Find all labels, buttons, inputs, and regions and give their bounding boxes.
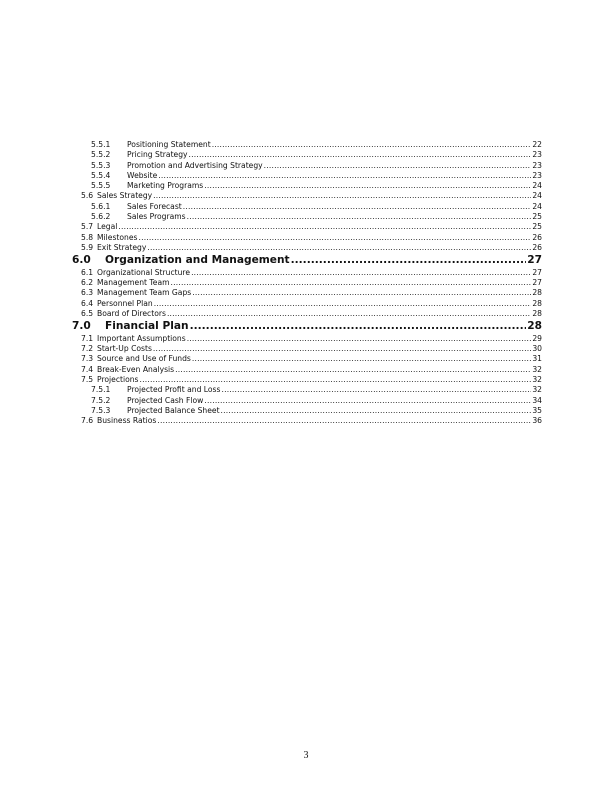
toc-entry-page: 25	[532, 222, 542, 232]
toc-entry-page: 27	[532, 278, 542, 288]
toc-entry[interactable]	[72, 253, 542, 268]
toc-entry-page: 32	[532, 374, 542, 384]
toc-entry[interactable]	[72, 344, 542, 354]
toc-entry[interactable]	[72, 416, 542, 426]
toc-entry-title: Projected Balance Sheet	[127, 405, 220, 415]
toc-entry[interactable]	[72, 233, 542, 243]
toc-entry-number: 5.5.2	[91, 150, 111, 160]
toc-entry[interactable]	[72, 191, 542, 201]
toc-entry-page: 32	[532, 385, 542, 395]
toc-entry-number: 7.0	[72, 320, 91, 333]
toc-entry-number: 7.2	[81, 344, 94, 354]
toc-entry[interactable]	[72, 222, 542, 232]
toc-entry-page: 24	[532, 201, 542, 211]
toc-entry[interactable]	[72, 171, 542, 181]
toc-entry-title: Milestones	[97, 232, 138, 242]
toc-entry-page: 35	[532, 405, 542, 415]
toc-entry-number: 5.6	[81, 191, 94, 201]
toc-entry-number: 7.5.3	[91, 405, 111, 415]
toc-entry-page: 26	[532, 232, 542, 242]
toc-entry-title: Sales Forecast	[127, 201, 182, 211]
toc-entry-title: Sales Programs	[127, 212, 186, 222]
toc-entry-number: 5.9	[81, 242, 94, 252]
toc-entry-page: 27	[527, 254, 542, 267]
toc-entry-number: 6.2	[81, 278, 94, 288]
toc-leader-dots	[204, 396, 531, 406]
toc-entry-number: 6.5	[81, 308, 94, 318]
toc-entry-number: 5.5.1	[91, 140, 111, 149]
toc-entry[interactable]	[72, 375, 542, 385]
toc-entry-title: Sales Strategy	[97, 191, 153, 201]
toc-entry[interactable]	[72, 406, 542, 416]
toc-entry[interactable]	[72, 202, 542, 212]
toc-entry-page: 34	[532, 395, 542, 405]
toc-leader-dots	[154, 299, 532, 309]
toc-entry-title: Management Team Gaps	[97, 288, 192, 298]
toc-entry[interactable]	[72, 319, 542, 334]
toc-leader-dots	[192, 354, 531, 364]
toc-entry-title: Marketing Programs	[127, 181, 204, 191]
toc-entry-number: 7.5.1	[91, 385, 111, 395]
toc-entry-title: Organization and Management	[105, 254, 290, 267]
toc-entry-number: 5.5.3	[91, 160, 111, 170]
toc-leader-dots	[153, 344, 531, 354]
toc-entry-page: 28	[532, 308, 542, 318]
toc-entry-number: 7.5.2	[91, 395, 111, 405]
toc-entry-title: Board of Directors	[97, 308, 166, 318]
toc-entry-number: 7.1	[81, 333, 94, 343]
toc-entry-page: 28	[527, 320, 542, 333]
toc-entry-number: 5.8	[81, 232, 94, 242]
toc-entry-number: 6.0	[72, 254, 91, 267]
toc-leader-dots	[191, 268, 531, 278]
toc-leader-dots	[158, 171, 531, 181]
toc-leader-dots	[175, 365, 531, 375]
toc-entry-number: 7.3	[81, 354, 94, 364]
toc-entry-number: 7.4	[81, 364, 94, 374]
toc-entry[interactable]	[72, 309, 542, 319]
toc-entry[interactable]	[72, 161, 542, 171]
toc-entry-number: 7.5	[81, 374, 94, 384]
toc-entry-page: 28	[532, 288, 542, 298]
toc-entry-title: Projected Cash Flow	[127, 395, 204, 405]
toc-entry-page: 25	[532, 212, 542, 222]
toc-entry-page: 23	[532, 170, 542, 180]
toc-entry-title: Important Assumptions	[97, 333, 186, 343]
toc-leader-dots	[153, 191, 531, 201]
toc-leader-dots	[187, 334, 532, 344]
toc-entry-number: 7.6	[81, 416, 94, 426]
toc-entry-title: Website	[127, 170, 158, 180]
toc-entry-number: 6.4	[81, 298, 94, 308]
toc-entry[interactable]	[72, 299, 542, 309]
toc-entry-number: 5.6.2	[91, 212, 111, 222]
toc-entry[interactable]	[72, 181, 542, 191]
toc-entry-number: 5.5.4	[91, 170, 111, 180]
toc-entry-page: 27	[532, 267, 542, 277]
toc-entry[interactable]	[72, 288, 542, 298]
toc-entry-title: Projections	[97, 374, 139, 384]
toc-entry-title: Financial Plan	[105, 320, 189, 333]
toc-entry[interactable]	[72, 385, 542, 395]
toc-entry[interactable]	[72, 365, 542, 375]
toc-entry[interactable]	[72, 278, 542, 288]
toc-entry-title: Positioning Statement	[127, 140, 211, 149]
toc-entry-page: 28	[532, 298, 542, 308]
toc-entry-page: 22	[532, 140, 542, 149]
toc-leader-dots	[147, 243, 531, 253]
toc-entry-title: Break-Even Analysis	[97, 364, 175, 374]
toc-leader-dots	[118, 222, 531, 232]
toc-leader-dots	[264, 161, 532, 171]
toc-entry-page: 24	[532, 181, 542, 191]
toc-entry-page: 32	[532, 364, 542, 374]
toc-leader-dots	[190, 319, 527, 334]
toc-entry[interactable]	[72, 140, 542, 150]
toc-leader-dots	[187, 212, 532, 222]
toc-entry-page: 30	[532, 344, 542, 354]
toc-entry[interactable]	[72, 243, 542, 253]
toc-entry[interactable]	[72, 268, 542, 278]
toc-entry-page: 23	[532, 150, 542, 160]
toc-entry[interactable]	[72, 212, 542, 222]
toc-leader-dots	[204, 181, 531, 191]
toc-entry[interactable]	[72, 150, 542, 160]
toc-leader-dots	[140, 375, 532, 385]
toc-leader-dots	[167, 309, 531, 319]
toc-leader-dots	[157, 416, 531, 426]
toc-entry-title: Projected Profit and Loss	[127, 385, 221, 395]
toc-entry-title: Management Team	[97, 278, 170, 288]
table-of-contents	[72, 140, 542, 426]
toc-entry-number: 5.5.5	[91, 181, 111, 191]
toc-entry-page: 26	[532, 242, 542, 252]
toc-entry-page: 29	[532, 333, 542, 343]
toc-entry-page: 31	[532, 354, 542, 364]
toc-entry-title: Business Ratios	[97, 416, 157, 426]
toc-entry-page: 36	[532, 416, 542, 426]
toc-leader-dots	[171, 278, 532, 288]
toc-leader-dots	[291, 253, 527, 268]
toc-entry-title: Start-Up Costs	[97, 344, 152, 354]
toc-entry-title: Legal	[97, 222, 118, 232]
page-number: 3	[303, 750, 309, 761]
toc-leader-dots	[183, 202, 532, 212]
toc-entry-title: Promotion and Advertising Strategy	[127, 160, 263, 170]
toc-entry-number: 5.7	[81, 222, 94, 232]
toc-entry[interactable]	[72, 354, 542, 364]
toc-entry[interactable]	[72, 334, 542, 344]
toc-leader-dots	[192, 288, 531, 298]
toc-entry-title: Exit Strategy	[97, 242, 147, 252]
toc-entry-page: 23	[532, 160, 542, 170]
toc-leader-dots	[189, 150, 532, 160]
toc-entry-title: Personnel Plan	[97, 298, 153, 308]
toc-leader-dots	[138, 233, 531, 243]
toc-leader-dots	[221, 385, 531, 395]
toc-entry-title: Pricing Strategy	[127, 150, 188, 160]
toc-leader-dots	[221, 406, 532, 416]
toc-entry-title: Organizational Structure	[97, 267, 191, 277]
toc-entry[interactable]	[72, 396, 542, 406]
toc-entry-number: 6.3	[81, 288, 94, 298]
toc-entry-number: 5.6.1	[91, 201, 111, 211]
toc-entry-title: Source and Use of Funds	[97, 354, 191, 364]
toc-leader-dots	[212, 140, 532, 150]
toc-entry-page: 24	[532, 191, 542, 201]
toc-entry-number: 6.1	[81, 267, 94, 277]
